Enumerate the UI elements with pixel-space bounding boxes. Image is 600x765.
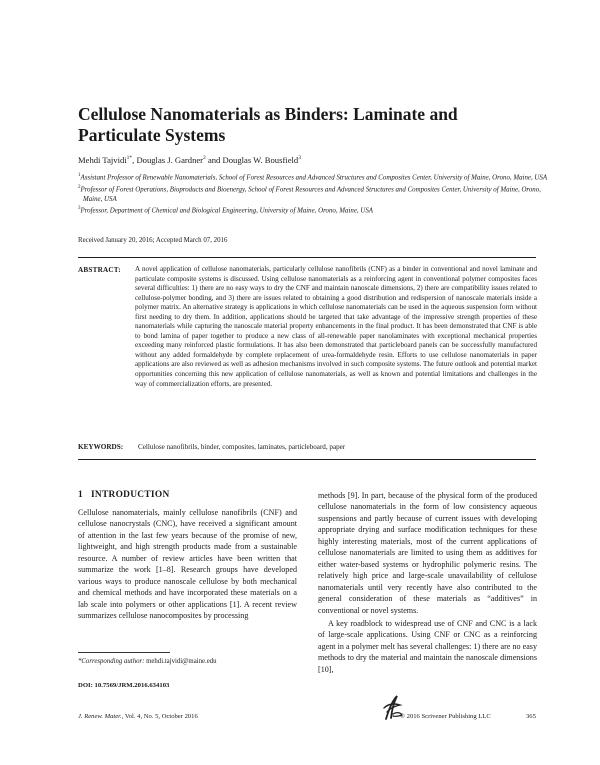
affiliation-item: $^3$Professor, Department of Chemical and Biological Engineering, University of Maine, Orono, Maine, USA <box>78 206 373 215</box>
author-name: Mehdi Tajvidi <box>78 155 127 165</box>
abstract-top-rule <box>78 257 536 258</box>
affiliation-item: $^2$Professor of Forest Operations, Bioproducts and Bioenergy, School of Forest Resources and Advanced Structures and Composites Center, University of Maine, Orono, Maine, USA <box>78 184 541 203</box>
affiliations <box>78 171 548 216</box>
keywords-text: Cellulose nanofibrils, binder, composites, laminates, particleboard, paper <box>138 443 346 451</box>
author-name: Douglas J. Gardner <box>136 155 204 165</box>
abstract-label: ABSTRACT: <box>78 266 121 274</box>
paper-title: Cellulose Nanomaterials as Binders: Laminate and Particulate Systems <box>78 104 458 145</box>
author-email[interactable]: mehdi.tajvidi@maine.edu <box>146 658 217 665</box>
journal-issue: , Vol. 4, No. 5, October 2016 <box>121 713 198 720</box>
body-column-right <box>318 490 537 675</box>
section-heading <box>78 490 170 500</box>
body-paragraph: methods [9]. In part, because of the physical form of the produced cellulose nanomaterials in the form of low consistency aqueous suspensions and partly because of current issues with developing appropriate drying and surface modification techniques for these highly interesting materials, most of the current applications of cellulose nanomaterials are limited to using them as additives for either water-based systems or hydrophilic polymeric resins. The relatively high price and large-scale unavailability of cellulose nanomaterials until very recently have also contributed to the general consideration of these materials as “additives” in conventional or novel systems. <box>318 491 537 615</box>
body-column-left <box>78 507 297 622</box>
author-mark: 2 <box>203 155 206 162</box>
corresponding-author-note <box>78 658 217 665</box>
footnote-label: *Corresponding author: <box>78 658 145 665</box>
section-title: INTRODUCTION <box>90 490 170 500</box>
author-name: Douglas W. Bousfield <box>222 155 299 165</box>
abstract-bottom-rule <box>78 459 536 460</box>
footnote-rule <box>78 652 170 653</box>
abstract-text: A novel application of cellulose nanomaterials, particularly cellulose nanofibrils (CNF) as a binder in conventional and novel laminate and particulate composite systems is discussed. Using cellulose nanomaterials as a reinforcing agent in conventional polymer composites faces several difficulties: 1) there are no easy ways to dry the CNF and maintain nanoscale dimensions, 2) there are compatibility issues related to cellulose-polymer bonding, and 3) there are issues related to obtaining a good distribution and redispersion of nanoscale materials inside a polymer matrix. An alternative strategy is applications in which cellulose nanomaterials can be used in the aqueous suspension form without first needing to dry them. In addition, applications should be targeted that take advantage of the impressive strength properties of these nanomaterials while capturing the nanoscale material property enhancements in the final product. It has been demonstrated that CNF is able to bond lamina of paper together to produce a new class of all-renewable paper nanolaminates with exceptional mechanical properties exceeding many reinforced plastic formulations. It has also been demonstrated that particleboard panels can be successfully manufactured without any added formaldehyde by complete replacement of urea-formaldehyde resin. Efforts to use cellulose nanomaterials in paper applications are also reviewed as well as adhesion mechanisms involved in such composite systems. The future outlook and potential market opportunities concerning this new application of cellulose nanomaterials, as well as known and potential limitations and challenges in the way of commercialization efforts, are presented. <box>135 265 537 388</box>
affiliation-item: $^1$Assistant Professor of Renewable Nanomaterials, School of Forest Resources and Advanced Structures and Composites Center, University of Maine, Orono, Maine, USA <box>78 173 548 182</box>
body-paragraph: Cellulose nanomaterials, mainly cellulose nanofibrils (CNF) and cellulose nanocrystals (CNC), have received a significant amount of attention in the last few years because of the promise of new, lightweight, and high strength products made from a sustainable resource. A number of review articles have been written that summarize the work [1–8]. Research groups have developed various ways to produce nanoscale cellulose by both mechanical and chemical methods and have incorporated these materials on a lab scale into polymers or other applications [1]. A recent review summarizes cellulose nanocomposites by processing <box>78 508 297 621</box>
author-line: Mehdi Tajvidi$^{1*}$, Douglas J. Gardner$^2$ and Douglas W. Bousfield$^3$ <box>78 155 301 165</box>
section-number: 1 <box>78 490 83 500</box>
keywords-label: KEYWORDS: <box>78 443 124 451</box>
author-mark: 1* <box>126 155 133 162</box>
author-mark: 3 <box>298 155 301 162</box>
copyright: © 2016 Scrivener Publishing LLC <box>400 713 491 720</box>
body-paragraph: A key roadblock to widespread use of CNF and CNC is a lack of large-scale applications. Using CNF or CNC as a reinforcing agent in a polymer melt has several challenges: 1) there are no easy methods to dry the material and maintain the nanoscale dimensions [10], <box>318 618 537 674</box>
journal-citation <box>78 713 198 720</box>
journal-name: J. Renew. Mater. <box>78 713 122 720</box>
page-number: 365 <box>526 713 536 720</box>
doi[interactable]: DOI: 10.7569/JRM.2016.634103 <box>78 682 170 689</box>
received-dates: Received January 20, 2016; Accepted March 07, 2016 <box>78 237 228 244</box>
